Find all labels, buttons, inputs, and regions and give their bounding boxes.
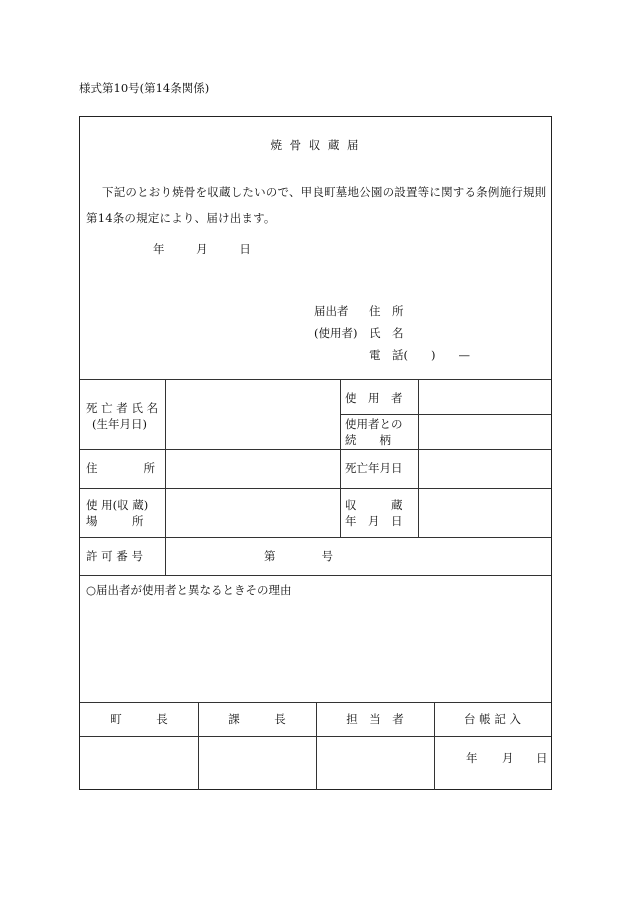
section-chief-seal-field[interactable]: [199, 737, 315, 789]
applicant-address-label: 住 所: [369, 304, 404, 318]
form-number: 様式第10号(第14条関係): [79, 81, 210, 95]
address-label: 住 所: [86, 461, 155, 475]
storage-date-label-2: 年 月 日: [345, 514, 403, 528]
date-year-label: 年: [153, 242, 165, 256]
submission-date: [153, 241, 251, 257]
deceased-name-field[interactable]: [166, 380, 340, 449]
relation-label-2: 続 柄: [345, 433, 391, 447]
relation-label-1: 使用者との: [345, 417, 403, 431]
form-frame: [79, 116, 552, 790]
reason-label: ○届出者が使用者と異なるときその理由: [86, 583, 292, 597]
ledger-month-label: 月: [502, 751, 514, 765]
user-field-label: 使 用 者: [345, 391, 403, 405]
ledger-year-label: 年: [466, 751, 478, 765]
storage-date-field[interactable]: [419, 489, 551, 537]
user-field[interactable]: [419, 380, 551, 414]
applicant-name-label: 氏 名: [369, 326, 404, 340]
birth-date-label: (生年月日): [92, 417, 147, 431]
use-place-label-2: 場 所: [86, 514, 144, 528]
ledger-day-label: 日: [536, 751, 548, 765]
permit-number-label: 許 可 番 号: [86, 549, 143, 563]
form-body-text: 下記のとおり焼骨を収蔵したいので、甲良町墓地公園の設置等に関する条例施行規則第14条の規定により、届け出ます。: [86, 185, 547, 225]
user-label: (使用者): [314, 326, 358, 340]
mayor-label: 町 長: [110, 712, 168, 726]
mayor-seal-field[interactable]: [81, 737, 197, 789]
section-chief-label: 課 長: [228, 712, 286, 726]
relation-field[interactable]: [419, 415, 551, 449]
submitter-label: 届出者: [314, 304, 349, 318]
deceased-name-label: 死 亡 者 氏 名: [86, 401, 159, 415]
storage-date-label-1: 収 蔵: [345, 498, 403, 512]
date-day-label: 日: [239, 242, 251, 256]
applicant-phone-label: 電 話( ) —: [369, 348, 470, 362]
address-field[interactable]: [166, 450, 340, 488]
ledger-entry-label: 台 帳 記 入: [464, 712, 521, 726]
form-title: 焼 骨 収 蔵 届: [270, 138, 361, 152]
permit-number-value: 第 号: [264, 549, 333, 563]
use-place-label-1: 使 用(収 蔵): [86, 498, 149, 512]
person-in-charge-label: 担 当 者: [346, 712, 404, 726]
reason-field[interactable]: [81, 601, 550, 701]
death-date-label: 死亡年月日: [345, 461, 403, 475]
use-place-field[interactable]: [166, 489, 340, 537]
person-in-charge-seal-field[interactable]: [317, 737, 433, 789]
date-month-label: 月: [196, 242, 208, 256]
death-date-field[interactable]: [419, 450, 551, 488]
